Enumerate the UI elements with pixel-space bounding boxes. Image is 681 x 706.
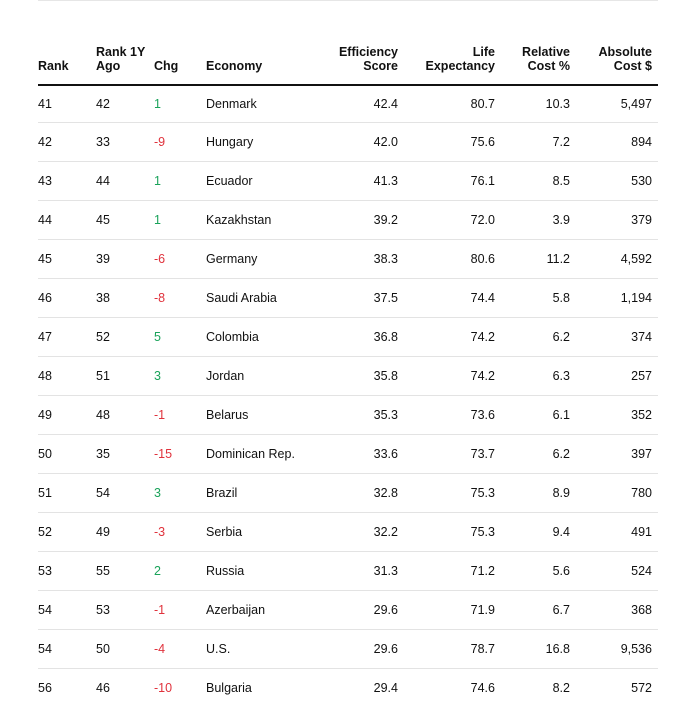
column-header-life-expectancy: Life Expectancy bbox=[404, 45, 501, 85]
cell-relative-cost-pct: 8.2 bbox=[552, 681, 570, 695]
cell-absolute-cost-usd: 1,194 bbox=[576, 279, 658, 318]
header-row bbox=[38, 45, 658, 85]
cell-rank-1y-ago: 54 bbox=[96, 474, 154, 513]
top-divider bbox=[38, 0, 658, 1]
cell-life-expectancy: 75.3 bbox=[404, 513, 501, 552]
cell-rank-1y-ago: 35 bbox=[96, 435, 154, 474]
cell-chg: 1 bbox=[154, 201, 206, 240]
cell-relative-cost-pct: 8.9 bbox=[501, 474, 576, 513]
table-row bbox=[38, 591, 658, 630]
cell-rank: 42 bbox=[38, 123, 96, 162]
cell-chg: 1 bbox=[154, 162, 206, 201]
cell-economy: Germany bbox=[206, 240, 336, 279]
cell-rank: 56 bbox=[38, 681, 52, 695]
cell-economy: Russia bbox=[206, 552, 336, 591]
cell-chg: -4 bbox=[154, 630, 206, 669]
cell-rank: 45 bbox=[38, 240, 96, 279]
cell-economy: Azerbaijan bbox=[206, 591, 336, 630]
table-row bbox=[38, 279, 658, 318]
cell-relative-cost-pct: 8.5 bbox=[501, 162, 576, 201]
cell-absolute-cost-usd: 379 bbox=[576, 201, 658, 240]
cell-economy: Brazil bbox=[206, 474, 336, 513]
cell-rank: 52 bbox=[38, 513, 96, 552]
cell-chg: -6 bbox=[154, 240, 206, 279]
table-row bbox=[38, 123, 658, 162]
cell-absolute-cost-usd: 894 bbox=[576, 123, 658, 162]
cell-rank-1y-ago: 55 bbox=[96, 552, 154, 591]
cell-economy: Dominican Rep. bbox=[206, 435, 336, 474]
cell-economy: Hungary bbox=[206, 123, 336, 162]
cell-absolute-cost-usd: 780 bbox=[576, 474, 658, 513]
cell-efficiency-score: 32.8 bbox=[336, 474, 404, 513]
cell-rank: 43 bbox=[38, 162, 96, 201]
column-header-economy: Economy bbox=[206, 45, 336, 85]
cell-relative-cost-pct: 6.7 bbox=[501, 591, 576, 630]
table-row bbox=[38, 85, 658, 123]
column-header-relative-cost-pct: Relative Cost % bbox=[501, 45, 576, 85]
cell-life-expectancy: 78.7 bbox=[404, 630, 501, 669]
cell-relative-cost-pct: 5.6 bbox=[501, 552, 576, 591]
cell-chg: -3 bbox=[154, 513, 206, 552]
cell-rank-1y-ago: 44 bbox=[96, 162, 154, 201]
cell-chg: 2 bbox=[154, 552, 206, 591]
cell-relative-cost-pct: 6.3 bbox=[501, 357, 576, 396]
table-row bbox=[38, 435, 658, 474]
cell-economy: Serbia bbox=[206, 513, 336, 552]
cell-life-expectancy: 74.2 bbox=[404, 357, 501, 396]
cell-life-expectancy: 74.4 bbox=[404, 279, 501, 318]
cell-economy: Colombia bbox=[206, 318, 336, 357]
cell-efficiency-score: 42.0 bbox=[336, 123, 404, 162]
cell-rank: 41 bbox=[38, 85, 96, 123]
table-row bbox=[38, 474, 658, 513]
cell-absolute-cost-usd: 491 bbox=[576, 513, 658, 552]
cell-life-expectancy: 80.6 bbox=[404, 240, 501, 279]
table-row bbox=[38, 552, 658, 591]
cell-efficiency-score: 31.3 bbox=[336, 552, 404, 591]
cell-relative-cost-pct: 11.2 bbox=[501, 240, 576, 279]
cell-life-expectancy: 74.6 bbox=[470, 681, 495, 695]
cell-relative-cost-pct: 16.8 bbox=[501, 630, 576, 669]
cell-rank-1y-ago: 38 bbox=[96, 279, 154, 318]
cell-chg: -8 bbox=[154, 279, 206, 318]
table-body bbox=[38, 85, 658, 706]
cell-chg: -15 bbox=[154, 435, 206, 474]
cell-rank-1y-ago: 42 bbox=[96, 85, 154, 123]
cell-rank-1y-ago: 48 bbox=[96, 396, 154, 435]
column-header-chg: Chg bbox=[154, 45, 206, 85]
cell-efficiency-score: 29.6 bbox=[336, 630, 404, 669]
cell-absolute-cost-usd: 5,497 bbox=[576, 85, 658, 123]
table-row bbox=[38, 357, 658, 396]
cell-life-expectancy: 71.2 bbox=[404, 552, 501, 591]
cell-absolute-cost-usd: 374 bbox=[576, 318, 658, 357]
cell-chg: 3 bbox=[154, 357, 206, 396]
cell-rank-1y-ago: 49 bbox=[96, 513, 154, 552]
cell-rank-1y-ago: 50 bbox=[96, 630, 154, 669]
cell-efficiency-score: 41.3 bbox=[336, 162, 404, 201]
cell-relative-cost-pct: 5.8 bbox=[501, 279, 576, 318]
cell-rank: 47 bbox=[38, 318, 96, 357]
cell-rank: 48 bbox=[38, 357, 96, 396]
cell-rank: 54 bbox=[38, 591, 96, 630]
cell-economy: Saudi Arabia bbox=[206, 279, 336, 318]
cell-life-expectancy: 73.6 bbox=[404, 396, 501, 435]
cell-rank-1y-ago: 45 bbox=[96, 201, 154, 240]
cell-economy: U.S. bbox=[206, 630, 336, 669]
cell-life-expectancy: 73.7 bbox=[404, 435, 501, 474]
table-row bbox=[38, 240, 658, 279]
cell-absolute-cost-usd: 9,536 bbox=[576, 630, 658, 669]
cell-chg: 3 bbox=[154, 474, 206, 513]
cell-life-expectancy: 72.0 bbox=[404, 201, 501, 240]
efficiency-table bbox=[38, 45, 658, 706]
cell-chg: -1 bbox=[154, 396, 206, 435]
cell-rank-1y-ago: 33 bbox=[96, 123, 154, 162]
cell-absolute-cost-usd: 352 bbox=[576, 396, 658, 435]
cell-economy: Ecuador bbox=[206, 162, 336, 201]
cell-rank: 51 bbox=[38, 474, 96, 513]
column-header-rank-1y-ago: Rank 1Y Ago bbox=[96, 45, 154, 85]
cell-efficiency-score: 36.8 bbox=[336, 318, 404, 357]
cell-efficiency-score: 29.4 bbox=[373, 681, 398, 695]
cell-chg: -10 bbox=[154, 681, 173, 695]
cell-absolute-cost-usd: 524 bbox=[576, 552, 658, 591]
cell-chg: -1 bbox=[154, 591, 206, 630]
cell-life-expectancy: 80.7 bbox=[404, 85, 501, 123]
cell-efficiency-score: 35.3 bbox=[336, 396, 404, 435]
cell-rank-1y-ago: 51 bbox=[96, 357, 154, 396]
table-row bbox=[38, 396, 658, 435]
cell-life-expectancy: 71.9 bbox=[404, 591, 501, 630]
cell-rank-1y-ago: 52 bbox=[96, 318, 154, 357]
cell-absolute-cost-usd: 4,592 bbox=[576, 240, 658, 279]
cell-rank: 44 bbox=[38, 201, 96, 240]
cell-efficiency-score: 29.6 bbox=[336, 591, 404, 630]
cell-life-expectancy: 74.2 bbox=[404, 318, 501, 357]
cell-economy: Kazakhstan bbox=[206, 201, 336, 240]
cell-efficiency-score: 42.4 bbox=[336, 85, 404, 123]
table-row bbox=[38, 162, 658, 201]
cell-economy: Jordan bbox=[206, 357, 336, 396]
cell-absolute-cost-usd: 368 bbox=[576, 591, 658, 630]
cell-efficiency-score: 32.2 bbox=[336, 513, 404, 552]
column-header-absolute-cost-usd: Absolute Cost $ bbox=[576, 45, 658, 85]
cell-efficiency-score: 33.6 bbox=[336, 435, 404, 474]
cell-relative-cost-pct: 6.2 bbox=[501, 435, 576, 474]
cell-economy: Bulgaria bbox=[206, 681, 252, 695]
cell-relative-cost-pct: 7.2 bbox=[501, 123, 576, 162]
cell-economy: Denmark bbox=[206, 85, 336, 123]
cell-rank: 54 bbox=[38, 630, 96, 669]
cell-chg: 1 bbox=[154, 85, 206, 123]
cell-efficiency-score: 39.2 bbox=[336, 201, 404, 240]
table-row bbox=[38, 630, 658, 669]
cell-relative-cost-pct: 6.1 bbox=[501, 396, 576, 435]
cell-relative-cost-pct: 9.4 bbox=[501, 513, 576, 552]
table-row bbox=[38, 669, 658, 706]
cell-rank-1y-ago: 46 bbox=[96, 681, 110, 695]
cell-life-expectancy: 76.1 bbox=[404, 162, 501, 201]
cell-absolute-cost-usd: 397 bbox=[576, 435, 658, 474]
cell-relative-cost-pct: 3.9 bbox=[501, 201, 576, 240]
cell-relative-cost-pct: 10.3 bbox=[501, 85, 576, 123]
cell-absolute-cost-usd: 257 bbox=[576, 357, 658, 396]
cell-chg: 5 bbox=[154, 318, 206, 357]
cell-rank: 46 bbox=[38, 279, 96, 318]
table-header bbox=[38, 45, 658, 85]
cell-absolute-cost-usd: 530 bbox=[576, 162, 658, 201]
cell-rank: 49 bbox=[38, 396, 96, 435]
cell-chg: -9 bbox=[154, 123, 206, 162]
cell-absolute-cost-usd: 572 bbox=[631, 681, 652, 695]
cell-efficiency-score: 38.3 bbox=[336, 240, 404, 279]
cell-relative-cost-pct: 6.2 bbox=[501, 318, 576, 357]
cell-rank-1y-ago: 39 bbox=[96, 240, 154, 279]
cell-life-expectancy: 75.6 bbox=[404, 123, 501, 162]
cell-efficiency-score: 37.5 bbox=[336, 279, 404, 318]
cell-economy: Belarus bbox=[206, 396, 336, 435]
column-header-efficiency-score: Efficiency Score bbox=[336, 45, 404, 85]
column-header-rank: Rank bbox=[38, 45, 96, 85]
table-row bbox=[38, 513, 658, 552]
cell-rank: 50 bbox=[38, 435, 96, 474]
table-row bbox=[38, 318, 658, 357]
table-row bbox=[38, 201, 658, 240]
cell-rank: 53 bbox=[38, 552, 96, 591]
cell-life-expectancy: 75.3 bbox=[404, 474, 501, 513]
cell-efficiency-score: 35.8 bbox=[336, 357, 404, 396]
cell-rank-1y-ago: 53 bbox=[96, 591, 154, 630]
